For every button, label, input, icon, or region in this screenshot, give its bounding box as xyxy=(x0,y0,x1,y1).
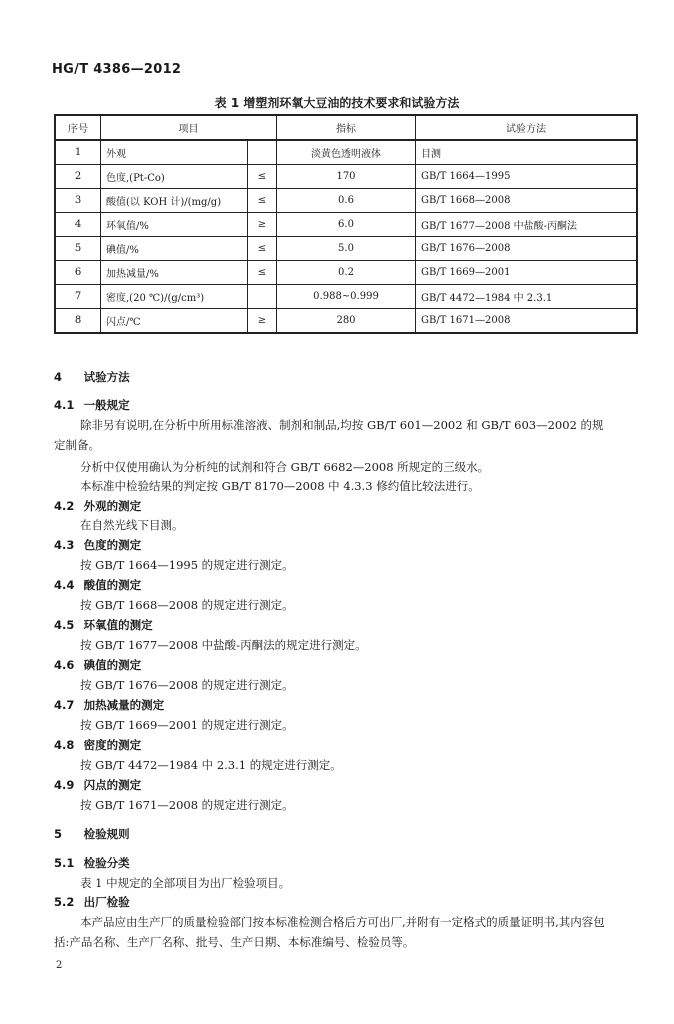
row-no: 2 xyxy=(55,165,101,189)
spec-table xyxy=(54,114,638,334)
row-item: 碘值/% xyxy=(101,237,248,261)
paragraph: 按 GB/T 1668—2008 的规定进行测定。 xyxy=(80,598,294,612)
section-number: 5.1 xyxy=(54,856,75,870)
section-title: 酸值的测定 xyxy=(83,578,142,592)
row-item: 环氧值/% xyxy=(101,213,248,237)
section-heading-4-8 xyxy=(54,737,141,753)
section-number: 4.9 xyxy=(54,778,75,792)
header-spec: 指标 xyxy=(277,115,416,140)
paragraph: 本标准中检验结果的判定按 GB/T 8170—2008 中 4.3.3 修约值比较法进行。 xyxy=(80,479,480,493)
row-method: GB/T 1671—2008 xyxy=(416,309,638,334)
section-title: 一般规定 xyxy=(83,398,130,412)
section-title: 环氧值的测定 xyxy=(83,618,153,632)
section-heading-4-4 xyxy=(54,577,141,593)
row-no: 1 xyxy=(55,140,101,165)
row-method: GB/T 1677—2008 中盐酸-丙酮法 xyxy=(416,213,638,237)
row-value: 6.0 xyxy=(277,213,416,237)
section-title: 检验分类 xyxy=(83,856,130,870)
page-number: 2 xyxy=(56,960,63,971)
section-number: 4.3 xyxy=(54,538,75,552)
row-method: GB/T 1669—2001 xyxy=(416,261,638,285)
section-heading-5 xyxy=(54,826,130,842)
section-heading-5-2 xyxy=(54,894,130,910)
row-op: ≥ xyxy=(248,213,277,237)
header-no: 序号 xyxy=(55,115,101,140)
paragraph: 按 GB/T 4472—1984 中 2.3.1 的规定进行测定。 xyxy=(80,758,342,772)
section-number: 4.7 xyxy=(54,698,75,712)
row-no: 8 xyxy=(55,309,101,334)
section-title: 出厂检验 xyxy=(83,895,130,909)
row-op: ≥ xyxy=(248,309,277,334)
row-no: 7 xyxy=(55,285,101,309)
row-item: 酸值(以 KOH 计)/(mg/g) xyxy=(101,189,248,213)
section-heading-5-1 xyxy=(54,855,130,871)
table-row xyxy=(55,285,637,309)
row-no: 5 xyxy=(55,237,101,261)
section-heading-4-1 xyxy=(54,397,130,413)
table-row xyxy=(55,261,637,285)
table-row xyxy=(55,140,637,165)
row-method: GB/T 4472—1984 中 2.3.1 xyxy=(416,285,638,309)
table-row xyxy=(55,237,637,261)
paragraph: 按 GB/T 1676—2008 的规定进行测定。 xyxy=(80,678,294,692)
row-op xyxy=(248,285,277,309)
section-heading-4 xyxy=(54,369,130,385)
row-item: 闪点/℃ xyxy=(101,309,248,334)
section-heading-4-5 xyxy=(54,617,153,633)
section-number: 4.1 xyxy=(54,398,75,412)
table-header-row xyxy=(55,115,637,140)
section-title: 检验规则 xyxy=(83,827,130,841)
section-title: 色度的测定 xyxy=(83,538,142,552)
section-number: 4 xyxy=(54,370,63,384)
section-number: 5 xyxy=(54,827,63,841)
table-row xyxy=(55,309,637,334)
row-value: 0.2 xyxy=(277,261,416,285)
header-item: 项目 xyxy=(101,115,277,140)
row-item: 外观 xyxy=(101,140,248,165)
paragraph: 按 GB/T 1671—2008 的规定进行测定。 xyxy=(80,798,294,812)
row-method: GB/T 1668—2008 xyxy=(416,189,638,213)
paragraph: 在自然光线下目测。 xyxy=(80,518,184,532)
section-number: 4.5 xyxy=(54,618,75,632)
section-heading-4-9 xyxy=(54,777,141,793)
section-title: 试验方法 xyxy=(83,370,130,384)
row-item: 加热减量/% xyxy=(101,261,248,285)
standard-code: HG/T 4386—2012 xyxy=(52,62,182,77)
table-title: 表 1 增塑剂环氧大豆油的技术要求和试验方法 xyxy=(214,96,460,110)
row-op: ≤ xyxy=(248,261,277,285)
section-title: 加热减量的测定 xyxy=(83,698,165,712)
row-op: ≤ xyxy=(248,189,277,213)
row-value: 0.6 xyxy=(277,189,416,213)
paragraph: 除非另有说明,在分析中所用标准溶液、制剂和制品,均按 GB/T 601—2002 和 GB/T 603—2002 的规定制备。 xyxy=(54,418,604,452)
row-no: 6 xyxy=(55,261,101,285)
row-value: 5.0 xyxy=(277,237,416,261)
section-number: 5.2 xyxy=(54,895,75,909)
section-title: 碘值的测定 xyxy=(83,658,142,672)
paragraph: 按 GB/T 1669—2001 的规定进行测定。 xyxy=(80,718,294,732)
row-no: 4 xyxy=(55,213,101,237)
row-method: GB/T 1664—1995 xyxy=(416,165,638,189)
row-item: 色度,(Pt-Co) xyxy=(101,165,248,189)
section-heading-4-6 xyxy=(54,657,141,673)
header-method: 试验方法 xyxy=(416,115,638,140)
paragraph: 分析中仅使用确认为分析纯的试剂和符合 GB/T 6682—2008 所规定的三级水。 xyxy=(80,460,490,474)
section-title: 外观的测定 xyxy=(83,499,142,513)
row-value: 280 xyxy=(277,309,416,334)
table-row xyxy=(55,213,637,237)
row-value: 0.988~0.999 xyxy=(277,285,416,309)
row-value: 淡黄色透明液体 xyxy=(277,140,416,165)
section-number: 4.8 xyxy=(54,738,75,752)
row-op: ≤ xyxy=(248,165,277,189)
paragraph: 表 1 中规定的全部项目为出厂检验项目。 xyxy=(80,876,291,890)
section-title: 闪点的测定 xyxy=(83,778,142,792)
table-row xyxy=(55,165,637,189)
section-heading-4-7 xyxy=(54,697,164,713)
section-number: 4.6 xyxy=(54,658,75,672)
section-number: 4.2 xyxy=(54,499,75,513)
section-heading-4-3 xyxy=(54,537,141,553)
section-title: 密度的测定 xyxy=(83,738,142,752)
paragraph: 按 GB/T 1677—2008 中盐酸-丙酮法的规定进行测定。 xyxy=(80,638,367,652)
paragraph: 本产品应由生产厂的质量检验部门按本标准检测合格后方可出厂,并附有一定格式的质量证明书,其内容包括:产品名称、生产厂名称、批号、生产日期、本标准编号、检验员等。 xyxy=(54,915,605,949)
table-row xyxy=(55,189,637,213)
row-method: 目测 xyxy=(416,140,638,165)
section-heading-4-2 xyxy=(54,498,141,514)
row-no: 3 xyxy=(55,189,101,213)
row-value: 170 xyxy=(277,165,416,189)
row-item: 密度,(20 ℃)/(g/cm³) xyxy=(101,285,248,309)
row-op: ≤ xyxy=(248,237,277,261)
row-method: GB/T 1676—2008 xyxy=(416,237,638,261)
section-number: 4.4 xyxy=(54,578,75,592)
paragraph: 按 GB/T 1664—1995 的规定进行测定。 xyxy=(80,558,294,572)
row-op xyxy=(248,140,277,165)
